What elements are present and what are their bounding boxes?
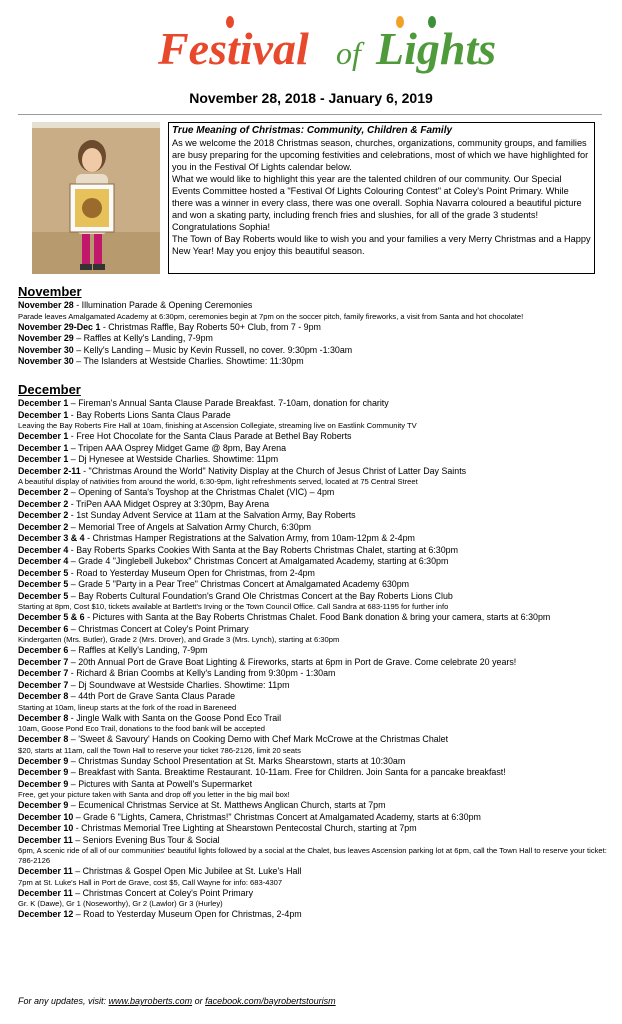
- event-date: December 9: [18, 767, 69, 777]
- december-section: [18, 382, 608, 921]
- event-description: – Breakfast with Santa. Breaktime Restaurant. 10-11am. Free for Children. Join Santa for a pancake breakfast!: [68, 767, 506, 777]
- child-holding-drawing-image: [32, 122, 160, 274]
- event-item: [18, 487, 608, 499]
- event-description: – Christmas Concert at Coley's Point Primary: [68, 623, 249, 634]
- event-description: – Christmas & Gospel Open Mic Jubilee at St. Luke's Hall: [72, 866, 302, 876]
- event-details: 7pm at St. Luke's Hall in Port de Grave, cost $5, Call Wayne for info: 683-4307: [18, 877, 283, 887]
- event-description: – Road to Yesterday Museum Open for Christmas, 2-4pm: [73, 909, 302, 919]
- event-item: [18, 713, 608, 725]
- event-description: – Christmas Concert at Coley's Point Primary: [72, 887, 254, 898]
- event-item: [18, 499, 608, 511]
- footer-prefix: For any updates, visit:: [18, 996, 109, 1006]
- event-description: – Dj Soundwave at Westside Charlies. Showtime: 11pm: [68, 679, 290, 690]
- event-item: [18, 645, 608, 657]
- event-item: [18, 533, 608, 545]
- event-item: [18, 398, 608, 410]
- december-event-list: [18, 398, 608, 921]
- event-date: December 2: [18, 487, 69, 497]
- event-description: - "Christmas Around the World" Nativity Display at the Church of Jesus Christ of Latter Day Saints: [80, 465, 467, 476]
- event-date: December 1: [18, 431, 69, 441]
- festival-of-lights-logo: [0, 14, 622, 78]
- november-section: [18, 284, 608, 368]
- event-item: [18, 333, 608, 345]
- event-date: December 2: [18, 498, 69, 509]
- event-date: December 1: [18, 454, 69, 464]
- event-details: A beautiful display of nativities from around the world, 6:30-9pm, light refreshments served, located at 75 Central Street: [18, 477, 418, 486]
- event-date: December 5: [18, 579, 69, 589]
- event-date: December 10: [18, 823, 74, 833]
- event-date: December 2: [18, 510, 69, 520]
- event-date: December 11: [18, 866, 73, 876]
- event-date: December 8: [18, 712, 69, 723]
- event-description: - TriPen AAA Midget Osprey at 3:30pm, Bay Arena: [68, 498, 270, 509]
- event-item: [18, 591, 608, 603]
- event-description: – Christmas Sunday School Presentation at St. Marks Shearstown, starts at 10:30am: [68, 755, 406, 766]
- festival-dates: November 28, 2018 - January 6, 2019: [189, 90, 433, 106]
- event-date: December 8: [18, 734, 69, 744]
- event-date: December 9: [18, 778, 69, 789]
- event-date: December 12: [18, 909, 74, 919]
- event-description: – Grade 5 "Party in a Pear Tree" Christmas Concert at Amalgamated Academy 630pm: [68, 579, 410, 589]
- event-date: December 9: [18, 800, 69, 810]
- event-date: December 11: [18, 887, 73, 898]
- event-item: [18, 510, 608, 522]
- event-details: 10am, Goose Pond Eco Trail, donations to the food bank will be accepted: [18, 724, 265, 733]
- title-lights: Lights: [376, 23, 497, 74]
- event-date: December 3 & 4: [18, 533, 85, 543]
- website-link[interactable]: www.bayroberts.com: [108, 996, 193, 1006]
- event-details: Free, get your picture taken with Santa and drop off you letter in the big mail box!: [18, 790, 290, 799]
- event-item: [18, 779, 608, 791]
- event-details: Leaving the Bay Roberts Fire Hall at 10am, finishing at Ascension Collegiate, streaming live on Eastlink Community TV: [18, 421, 417, 430]
- event-description: - Richard & Brian Coombs at Kelly's Landing from 9:30pm - 1:30am: [68, 668, 336, 678]
- footer-or: or: [192, 996, 206, 1006]
- event-description: – Bay Roberts Cultural Foundation's Grand Ole Christmas Concert at the Bay Roberts Lions Club: [68, 590, 453, 601]
- november-heading: November: [18, 284, 82, 299]
- event-date: November 28: [18, 300, 74, 310]
- intro-box: [168, 122, 595, 274]
- event-item: [18, 888, 608, 900]
- footer: [18, 996, 336, 1006]
- title-festival: Festival: [158, 23, 309, 74]
- event-item: [18, 657, 608, 669]
- event-date: December 1: [18, 442, 69, 453]
- event-description: – 44th Port de Grave Santa Claus Parade: [68, 691, 236, 701]
- event-date: November 29-Dec 1: [18, 321, 101, 332]
- event-description: - Bay Roberts Sparks Cookies With Santa at the Bay Roberts Christmas Chalet, starting at 6:30pm: [68, 544, 459, 555]
- event-item: [18, 579, 608, 591]
- event-item: [18, 568, 608, 580]
- event-description: - Pictures with Santa at the Bay Roberts Christmas Chalet. Food Bank donation & bring your camera, starts at 6:30pm: [84, 612, 551, 622]
- event-details: 6pm, A scenic ride of all of our communities' beautiful lights followed by a social at the Chalet, bus leaves Ascension parking lot at 6pm, call the Town Hall to reserve your ticket: 786-2126: [18, 846, 607, 865]
- event-description: – Grade 6 "Lights, Camera, Christmas!" Christmas Concert at Amalgamated Academy, starts at 6:30pm: [73, 811, 481, 822]
- event-item: [18, 823, 608, 835]
- event-date: December 5: [18, 567, 69, 578]
- event-description: – Seniors Evening Bus Tour & Social: [72, 834, 220, 845]
- event-description: – Fireman's Annual Santa Clause Parade Breakfast. 7-10am, donation for charity: [68, 398, 389, 408]
- event-description: - Jingle Walk with Santa on the Goose Pond Eco Trail: [68, 712, 282, 723]
- event-item: [18, 466, 608, 478]
- event-item: [18, 668, 608, 680]
- event-details: Starting at 8pm, Cost $10, tickets available at Bartlett's Irving or the Town Council Office. Call Sandra at 683-1195 for further info: [18, 602, 449, 611]
- event-date: December 5: [18, 590, 69, 601]
- event-description: – Ecumenical Christmas Service at St. Matthews Anglican Church, starts at 7pm: [68, 800, 386, 810]
- event-date: December 4: [18, 556, 69, 566]
- event-description: - Christmas Hamper Registrations at the Salvation Army, from 10am-12pm & 2-4pm: [84, 533, 415, 543]
- intro-paragraph-1: As we welcome the 2018 Christmas season, churches, organizations, community groups, and families are busy preparing for the upcoming festivities and celebrations, most of which we have highlighted for you in the Festival Of Lights calendar below.: [172, 138, 589, 172]
- event-date: November 30: [18, 344, 74, 355]
- event-description: - Christmas Memorial Tree Lighting at Shearstown Pentecostal Church, starting at 7pm: [73, 823, 417, 833]
- event-item: [18, 800, 608, 812]
- intro-heading: True Meaning of Christmas: Community, Children & Family: [172, 125, 453, 136]
- event-description: – Dj Hynesee at Westside Charlies. Showtime: 11pm: [68, 454, 279, 464]
- event-date: December 8: [18, 691, 69, 701]
- event-description: – Memorial Tree of Angels at Salvation Army Church, 6:30pm: [68, 521, 312, 532]
- event-description: – The Islanders at Westside Charlies. Showtime: 11:30pm: [73, 356, 304, 366]
- event-date: December 6: [18, 645, 69, 655]
- event-description: – Tripen AAA Osprey Midget Game @ 8pm, Bay Arena: [68, 442, 287, 453]
- event-details: Gr. K (Dawe), Gr 1 (Noseworthy), Gr 2 (Lawlor) Gr 3 (Hurley): [18, 899, 223, 908]
- event-item: [18, 443, 608, 455]
- event-description: – Opening of Santa's Toyshop at the Christmas Chalet (VIC) – 4pm: [68, 487, 335, 497]
- december-heading: December: [18, 382, 81, 397]
- intro-paragraph-3: The Town of Bay Roberts would like to wish you and your families a very Merry Christmas and a Happy New Year! May you enjoy this beautiful season.: [172, 234, 591, 256]
- event-item: [18, 767, 608, 779]
- event-date: December 9: [18, 755, 69, 766]
- event-item: [18, 545, 608, 557]
- event-description: – Kelly's Landing – Music by Kevin Russell, no cover. 9:30pm -1:30am: [73, 344, 353, 355]
- event-item: [18, 556, 608, 568]
- event-description: - 1st Sunday Advent Service at 11am at the Salvation Army, Bay Roberts: [68, 510, 356, 520]
- event-date: December 1: [18, 409, 69, 420]
- event-description: - Bay Roberts Lions Santa Claus Parade: [68, 409, 231, 420]
- event-date: December 1: [18, 398, 69, 408]
- november-event-list: [18, 300, 608, 368]
- event-item: [18, 624, 608, 636]
- event-item: [18, 680, 608, 692]
- event-item: [18, 734, 608, 746]
- event-date: December 11: [18, 834, 73, 845]
- winner-photo: [32, 122, 160, 274]
- event-description: – Pictures with Santa at Powell's Supermarket: [68, 778, 253, 789]
- event-details: Starting at 10am, lineup starts at the fork of the road in Bareneed: [18, 702, 237, 712]
- event-date: November 30: [18, 356, 74, 366]
- event-description: – Raffles at Kelly's Landing, 7-9pm: [73, 333, 213, 343]
- event-item: [18, 909, 608, 921]
- event-item: [18, 522, 608, 534]
- event-description: - Christmas Raffle, Bay Roberts 50+ Club, from 7 - 9pm: [100, 321, 321, 332]
- event-date: December 5 & 6: [18, 612, 85, 622]
- event-item: [18, 431, 608, 443]
- event-item: [18, 866, 608, 878]
- event-date: December 10: [18, 811, 74, 822]
- event-date: December 7: [18, 668, 69, 678]
- event-item: [18, 756, 608, 768]
- event-item: [18, 691, 608, 703]
- event-details: Kindergarten (Mrs. Butler), Grade 2 (Mrs. Drover), and Grade 3 (Mrs. Lynch), starting at 6:30pm: [18, 635, 340, 644]
- event-item: [18, 345, 608, 357]
- event-date: November 29: [18, 333, 74, 343]
- facebook-link[interactable]: facebook.com/bayrobertstourism: [205, 996, 336, 1006]
- event-description: – Grade 4 "Jinglebell Jukebox" Christmas Concert at Amalgamated Academy, starting at 6:30pm: [68, 556, 449, 566]
- event-description: - Free Hot Chocolate for the Santa Claus Parade at Bethel Bay Roberts: [68, 431, 352, 441]
- event-date: December 4: [18, 544, 69, 555]
- event-item: [18, 410, 608, 422]
- event-description: - Illumination Parade & Opening Ceremonies: [73, 300, 253, 310]
- event-item: [18, 812, 608, 824]
- event-details: $20, starts at 11am, call the Town Hall to reserve your ticket 786-2126, limit 20 seats: [18, 745, 301, 755]
- event-date: December 7: [18, 679, 69, 690]
- event-item: [18, 300, 608, 312]
- event-date: December 6: [18, 623, 69, 634]
- event-item: [18, 612, 608, 624]
- event-item: [18, 454, 608, 466]
- divider: [18, 114, 602, 115]
- event-item: [18, 356, 608, 368]
- event-details: Parade leaves Amalgamated Academy at 6:30pm, ceremonies begin at 7pm on the soccer pitch, family fireworks, a visit from Santa and hot chocolate!: [18, 311, 524, 321]
- event-date: December 2-11: [18, 465, 81, 476]
- event-item: [18, 322, 608, 334]
- event-description: – 'Sweet & Savoury' Hands on Cooking Demo with Chef Mark McCrowe at the Christmas Chalet: [68, 734, 449, 744]
- event-description: – 20th Annual Port de Grave Boat Lighting & Fireworks, starts at 6pm in Port de Grave. Come celebrate 20 years!: [68, 656, 517, 667]
- event-item: [18, 835, 608, 847]
- intro-paragraph-2: What we would like to highlight this year are the talented children of our community. Our Special Events Committee hosted a "Festival Of Lights Colouring Contest" at Coley's Point Primary. While there was a winner in every class, there was one overall. Sophia Navarra coloured a beautiful picture and won a skating party, including french fries and slushies, for all of the grade 3 students! Congratulations Sophia!: [172, 174, 582, 232]
- event-description: – Raffles at Kelly's Landing, 7-9pm: [68, 645, 208, 655]
- event-description: - Road to Yesterday Museum Open for Christmas, from 2-4pm: [68, 567, 315, 578]
- event-date: December 7: [18, 656, 69, 667]
- event-date: December 2: [18, 521, 69, 532]
- title-of: of: [336, 35, 361, 71]
